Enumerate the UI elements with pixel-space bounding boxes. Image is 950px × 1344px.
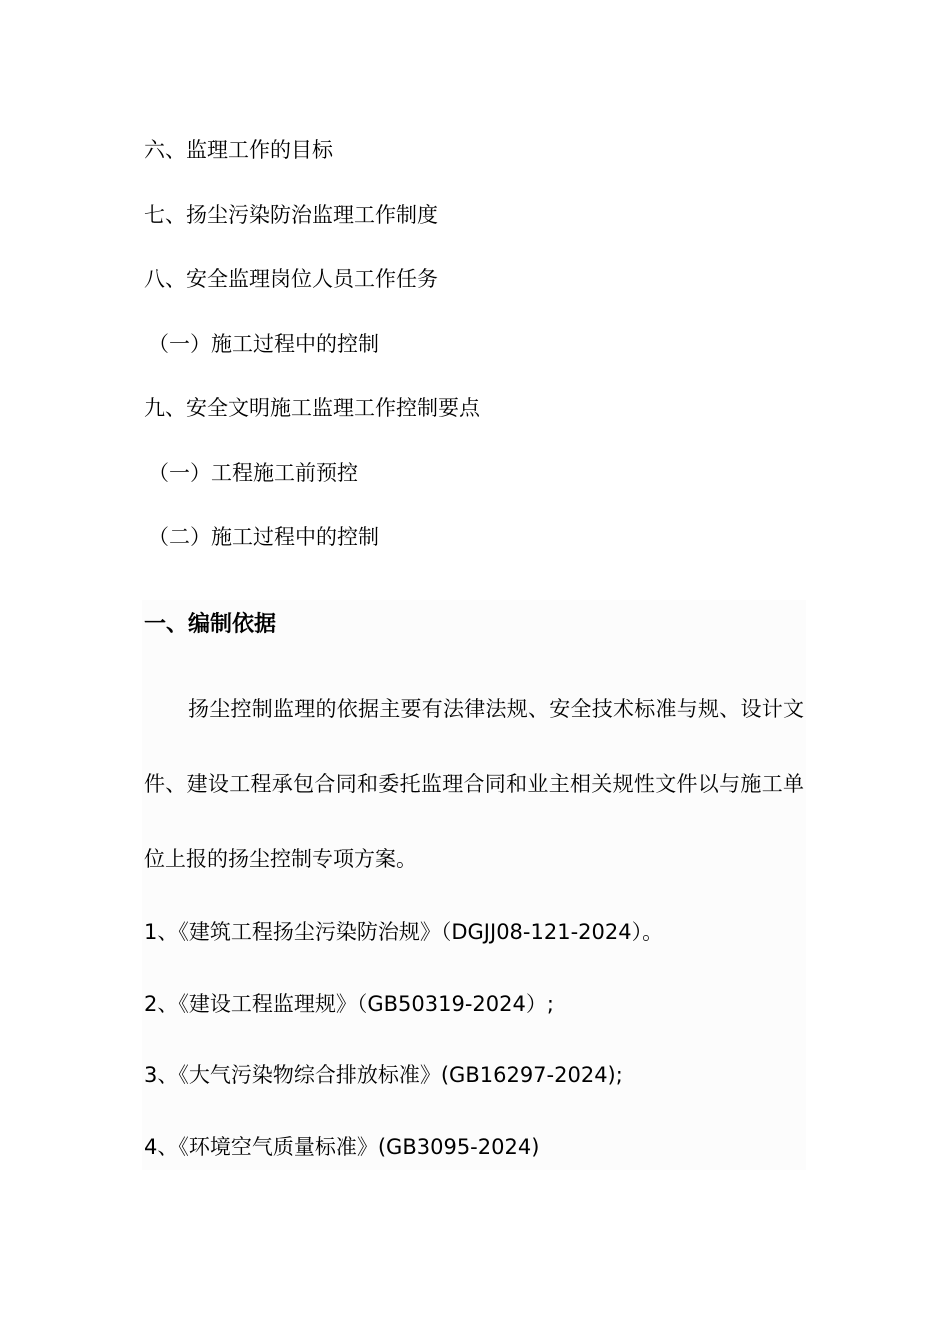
section-compilation-basis xyxy=(142,600,806,1170)
toc-item-7: 七、扬尘污染防治监理工作制度 xyxy=(144,202,438,227)
reference-item: 4、《环境空气质量标准》(GB3095-2024) xyxy=(144,1134,540,1159)
toc-subitem-8-1: （一）施工过程中的控制 xyxy=(148,331,379,356)
table-of-contents xyxy=(144,128,844,580)
reference-list xyxy=(144,912,804,1198)
toc-item-8: 八、安全监理岗位人员工作任务 xyxy=(144,267,438,291)
section-paragraph: 扬尘控制监理的依据主要有法律法规、安全技术标准与规、设计文件、建设工程承包合同和委托监理合同和业主相关规性文件以与施工单位上报的扬尘控制专项方案。 xyxy=(144,697,804,871)
toc-item-6: 六、监理工作的目标 xyxy=(144,138,333,162)
toc-subitem-9-1: （一）工程施工前预控 xyxy=(148,460,358,485)
reference-item: 2、《建设工程监理规》（GB50319-2024）; xyxy=(144,991,554,1016)
section-heading: 一、编制依据 xyxy=(144,612,277,637)
toc-item-9: 九、安全文明施工监理工作控制要点 xyxy=(144,396,480,420)
reference-item: 3、《大气污染物综合排放标准》(GB16297-2024); xyxy=(144,1063,623,1087)
reference-item: 1、《建筑工程扬尘污染防治规》（DGJJ08-121-2024）。 xyxy=(144,920,664,944)
toc-subitem-9-2: （二）施工过程中的控制 xyxy=(148,525,379,549)
